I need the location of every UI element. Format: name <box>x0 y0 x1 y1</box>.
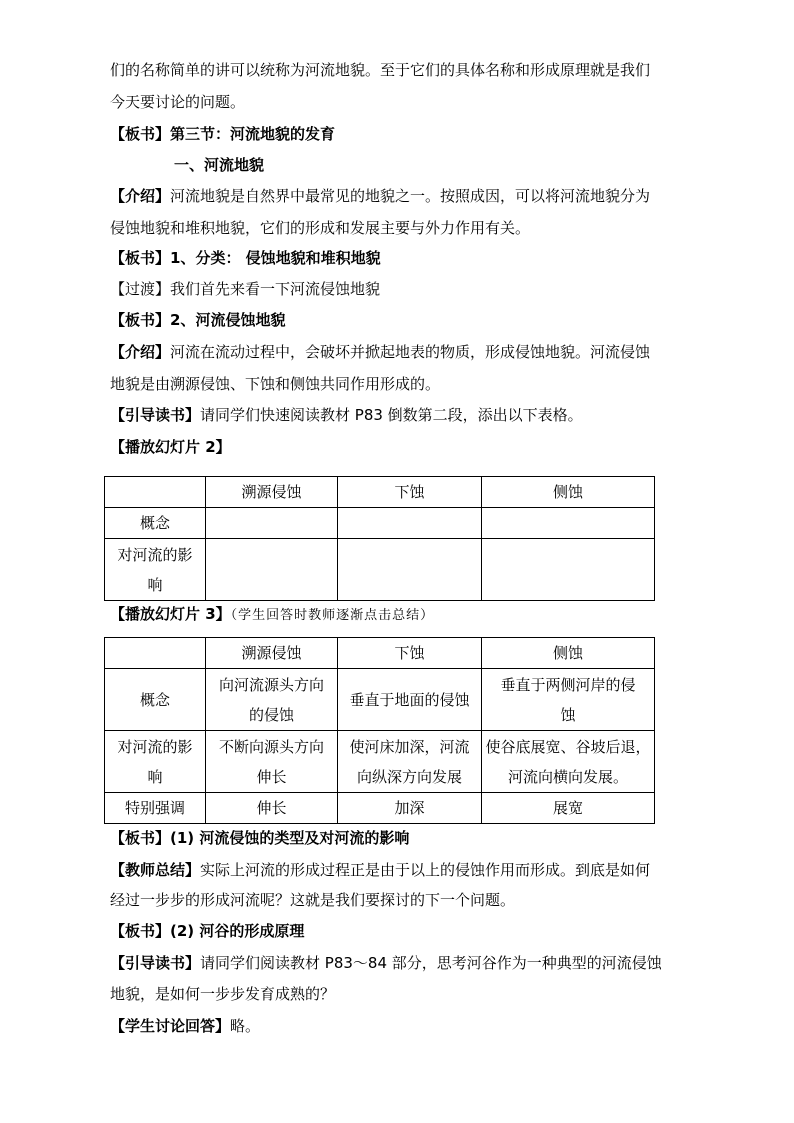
paragraph-line: 经过一步步的形成河流呢？这就是我们要探讨的下一个问题。 <box>110 891 516 909</box>
table-cell <box>338 539 482 601</box>
section-heading: 一、河流地貌 <box>174 156 265 174</box>
row-label-line: 对河流的影 <box>117 737 193 756</box>
erosion-table-blank <box>104 476 655 601</box>
paragraph-text: 河流地貌是自然界中最常见的地貌之一。按照成因，可以将河流地貌分为 <box>170 187 651 205</box>
table-header: 侧蚀 <box>482 638 655 669</box>
cell-line: 的侵蚀 <box>248 705 294 724</box>
cell-line: 向纵深方向发展 <box>356 767 462 786</box>
table-cell <box>482 669 655 731</box>
cell-line: 向河流源头方向 <box>218 675 324 694</box>
cell-line: 不断向源头方向 <box>218 737 324 756</box>
slide-note: （学生回答时教师逐渐点击总结） <box>230 608 435 623</box>
paragraph-line: 【过渡】我们首先来看一下河流侵蚀地貌 <box>110 280 381 298</box>
paragraph-text: 实际上河流的形成过程正是由于以上的侵蚀作用而形成。到底是如何 <box>200 861 651 879</box>
paragraph-line: 今天要讨论的问题。 <box>110 93 246 111</box>
table-cell: 伸长 <box>206 793 338 824</box>
paragraph-text: 请同学们快速阅读教材 P83 倒数第二段，添出以下表格。 <box>200 406 583 424</box>
row-label-line: 响 <box>147 575 163 594</box>
table-cell <box>338 731 482 793</box>
cell-line: 使河床加深，河流 <box>349 737 470 756</box>
row-label: 概念 <box>105 508 206 539</box>
table-header: 下蚀 <box>338 638 482 669</box>
tag-label: 【教师总结】 <box>110 861 201 879</box>
slide-heading: 【播放幻灯片 2】 <box>110 438 231 456</box>
slide-heading-line <box>110 604 434 626</box>
table-header: 溯源侵蚀 <box>206 638 338 669</box>
slide-heading: 【播放幻灯片 3】 <box>110 605 231 623</box>
tag-label: 【介绍】 <box>110 343 171 361</box>
tag-label: 【引导读书】 <box>110 954 201 972</box>
cell-line: 使谷底展宽、谷坡后退， <box>485 737 651 756</box>
table-header: 下蚀 <box>338 477 482 508</box>
row-label-line: 对河流的影 <box>117 545 193 564</box>
paragraph-line: 地貌是由溯源侵蚀、下蚀和侧蚀共同作用形成的。 <box>110 375 441 393</box>
table-cell <box>482 539 655 601</box>
paragraph-line: 地貌，是如何一步步发育成熟的？ <box>110 985 336 1003</box>
table-header: 侧蚀 <box>482 477 655 508</box>
board-heading: 【板书】(2) 河谷的形成原理 <box>110 922 305 940</box>
row-label: 概念 <box>105 669 206 731</box>
board-heading: 【板书】1、分类： 侵蚀地貌和堆积地貌 <box>110 249 381 267</box>
paragraph-line <box>110 953 662 973</box>
tag-label: 【引导读书】 <box>110 406 201 424</box>
paragraph-text: 略。 <box>230 1017 261 1035</box>
tag-label: 【学生讨论回答】 <box>110 1017 231 1035</box>
table-cell <box>482 731 655 793</box>
table-cell: 垂直于地面的侵蚀 <box>338 669 482 731</box>
paragraph-line <box>110 860 650 880</box>
paragraph-line <box>110 1016 260 1036</box>
erosion-table-filled <box>104 637 655 824</box>
table-cell <box>206 731 338 793</box>
paragraph-line: 侵蚀地貌和堆积地貌，它们的形成和发展主要与外力作用有关。 <box>110 219 531 237</box>
tag-label: 【介绍】 <box>110 187 171 205</box>
cell-line: 垂直于两侧河岸的侵 <box>500 675 636 694</box>
table-cell <box>206 508 338 539</box>
table-cell <box>338 508 482 539</box>
table-cell: 加深 <box>338 793 482 824</box>
table-cell <box>105 477 206 508</box>
paragraph-line <box>110 405 583 425</box>
row-label <box>105 731 206 793</box>
paragraph-text: 请同学们阅读教材 P83～84 部分，思考河谷作为一种典型的河流侵蚀 <box>200 954 662 972</box>
cell-line: 蚀 <box>560 705 576 724</box>
paragraph-text: 河流在流动过程中，会破坏并掀起地表的物质，形成侵蚀地貌。河流侵蚀 <box>170 343 651 361</box>
board-heading: 【板书】(1) 河流侵蚀的类型及对河流的影响 <box>110 829 410 847</box>
table-cell: 展宽 <box>482 793 655 824</box>
row-label <box>105 539 206 601</box>
cell-line: 伸长 <box>256 767 287 786</box>
table-cell <box>105 638 206 669</box>
board-heading: 【板书】第三节：河流地貌的发育 <box>110 125 336 143</box>
table-cell <box>482 508 655 539</box>
table-cell <box>206 669 338 731</box>
cell-line: 河流向横向发展。 <box>507 767 628 786</box>
paragraph-line: 们的名称简单的讲可以统称为河流地貌。至于它们的具体名称和形成原理就是我们 <box>110 61 651 79</box>
paragraph-line <box>110 342 650 362</box>
table-header: 溯源侵蚀 <box>206 477 338 508</box>
paragraph-line <box>110 186 650 206</box>
row-label-line: 响 <box>147 767 163 786</box>
row-label: 特别强调 <box>105 793 206 824</box>
board-heading: 【板书】2、河流侵蚀地貌 <box>110 311 286 329</box>
table-cell <box>206 539 338 601</box>
